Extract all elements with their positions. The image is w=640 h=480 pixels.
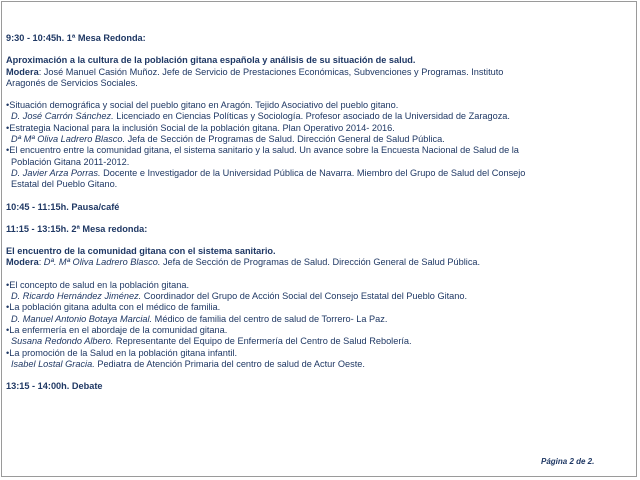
speaker-name: Susana Redondo Albero. (11, 336, 114, 347)
session1-item-2 (6, 123, 631, 146)
speaker-name: Dª Mª Oliva Ladrero Blasco. (11, 134, 126, 145)
session1-title: Aproximación a la cultura de la población gitana española y análisis de su situación de salud. (6, 55, 416, 66)
session2-time: 11:15 - 13:15h. 2ª Mesa redonda: (6, 223, 148, 234)
speaker-name: D. José Carrón Sánchez. (11, 111, 114, 122)
session2-item-4 (6, 348, 631, 371)
item-topic: •El encuentro entre la comunidad gitana, el sistema sanitario y la salud. Un avance sobre la Encuesta Nacional de Salud de la (6, 145, 519, 156)
speaker-name: D. Javier Arza Porras. (11, 167, 101, 178)
session1-moderator (6, 67, 631, 78)
moderator-text-cont: Aragonés de Servicios Sociales. (6, 77, 138, 88)
document-body (6, 33, 631, 392)
session2-moderator (6, 257, 631, 268)
speaker-role: Jefa de Sección de Programas de Salud. Dirección General de Salud Pública. (125, 134, 445, 145)
item-topic: •Situación demográfica y social del pueblo gitano en Aragón. Tejido Asociativo del pueblo gitano. (6, 100, 399, 111)
session2-item-1 (6, 280, 631, 303)
session2-item-3 (6, 325, 631, 348)
speaker-role: Representante del Equipo de Enfermería del Centro de Salud Rebolería. (113, 336, 412, 347)
moderator-name: Dª. Mª Oliva Ladrero Blasco. (43, 257, 161, 268)
speaker-role: Docente e Investigador de la Universidad Pública de Navarra. Miembro del Grupo de Salud del Consejo (100, 167, 526, 178)
moderator-role: Jefa de Sección de Programas de Salud. Dirección General de Salud Pública. (160, 257, 481, 268)
item-topic: •La población gitana adulta con el médico de familia. (6, 302, 221, 313)
page-number: Página 2 de 2. (541, 457, 595, 466)
moderator-text: : José Manuel Casión Muñoz. Jefe de Servicio de Prestaciones Económicas, Subvenciones y Programas. Instituto (38, 66, 504, 77)
speaker-name: D. Ricardo Hernández Jiménez. (11, 291, 142, 302)
moderator-label: Modera (6, 66, 39, 77)
item-topic: •El concepto de salud en la población gitana. (6, 279, 190, 290)
speaker-role: Coordinador del Grupo de Acción Social del Consejo Estatal del Pueblo Gitano. (141, 291, 468, 302)
speaker-role: Médico de familia del centro de salud de Torrero- La Paz. (152, 313, 388, 324)
debate-time: 13:15 - 14:00h. Debate (6, 381, 103, 392)
break-time: 10:45 - 11:15h. Pausa/café (6, 201, 120, 212)
speaker-role: Licenciado en Ciencias Políticas y Sociología. Profesor asociado de la Universidad de Zaragoza. (113, 111, 510, 122)
speaker-role: Pediatra de Atención Primaria del centro de salud de Actur Oeste. (94, 358, 365, 369)
session2-title: El encuentro de la comunidad gitana con el sistema sanitario. (6, 246, 276, 257)
moderator-sep: : (38, 257, 44, 268)
speaker-name: D. Manuel Antonio Botaya Marcial. (11, 313, 153, 324)
item-topic: •Estrategia Nacional para la inclusión Social de la población gitana. Plan Operativo 2014- 2016. (6, 122, 395, 133)
item-topic: •La enfermería en el abordaje de la comunidad gitana. (6, 324, 228, 335)
item-topic-cont: Población Gitana 2011-2012. (11, 156, 130, 167)
session1-item-1 (6, 100, 631, 123)
moderator-label: Modera (6, 257, 39, 268)
speaker-role-cont: Estatal del Pueblo Gitano. (11, 179, 118, 190)
session1-time: 9:30 - 10:45h. 1ª Mesa Redonda: (6, 33, 146, 43)
session2-item-2 (6, 302, 631, 325)
speaker-name: Isabel Lostal Gracia. (11, 358, 95, 369)
item-topic: •La promoción de la Salud en la población gitana infantil. (6, 347, 238, 358)
session1-item-3 (6, 145, 631, 190)
